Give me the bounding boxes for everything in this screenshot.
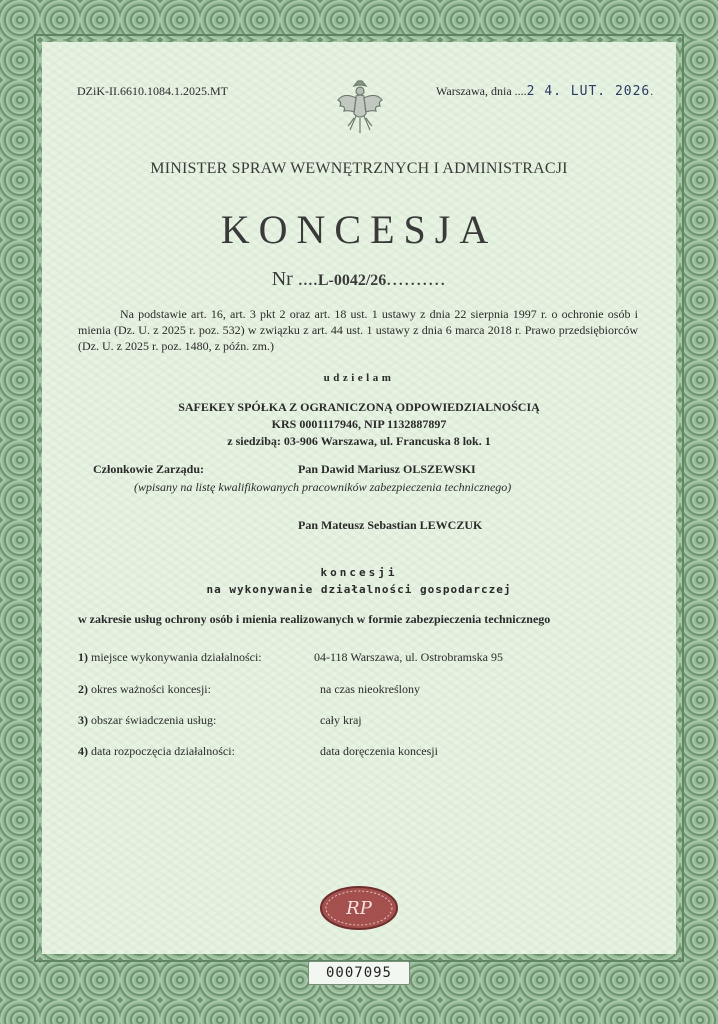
issue-date <box>436 84 653 99</box>
item-3-label: obszar świadczenia usług: <box>91 713 217 727</box>
date-handwritten: 2 4. LUT. 2026 <box>526 84 651 99</box>
item-1-num: 1) <box>78 650 88 664</box>
board-label: Członkowie Zarządu: <box>93 462 204 476</box>
reference-number: DZiK-II.6610.1084.1.2025.MT <box>77 84 228 98</box>
item-4-value: data doręczenia koncesji <box>320 744 438 758</box>
company-registration: KRS 0001117946, NIP 1132887897 <box>271 417 447 431</box>
board-member-1-note: (wpisany na listę kwalifikowanych pracowników zabezpieczenia technicznego) <box>134 480 512 494</box>
company-name: SAFEKEY SPÓŁKA Z OGRANICZONĄ ODPOWIEDZIALNOŚCIĄ <box>178 400 540 414</box>
paper-area <box>42 42 676 954</box>
concession-line-1: koncesji <box>320 566 398 579</box>
item-2-value: na czas nieokreślony <box>320 682 420 696</box>
item-4-label: data rozpoczęcia działalności: <box>91 744 235 758</box>
item-1-value: 04-118 Warszawa, ul. Ostrobramska 95 <box>314 650 503 664</box>
date-suffix: . <box>650 84 654 98</box>
eagle-emblem-icon <box>334 78 386 136</box>
concession-line-2: na wykonywanie działalności gospodarczej <box>206 583 512 596</box>
scope-line: w zakresie usług ochrony osób i mienia realizowanych w formie zabezpieczenia technicznego <box>78 612 551 626</box>
item-1-label: miejsce wykonywania działalności: <box>91 650 262 664</box>
item-2-label: okres ważności koncesji: <box>91 682 211 696</box>
item-2-num: 2) <box>78 682 88 696</box>
ministry-heading: MINISTER SPRAW WEWNĘTRZNYCH I ADMINISTRACJI <box>150 160 568 177</box>
company-block <box>0 399 718 450</box>
concession-number <box>0 268 718 291</box>
document-title: KONCESJA <box>220 207 498 252</box>
serial-number: 0007095 <box>308 961 410 985</box>
item-4 <box>78 744 235 759</box>
legal-basis-paragraph: Na podstawie art. 16, art. 3 pkt 2 oraz art. 18 ust. 1 ustawy z dnia 22 sierpnia 1997 r. o ochronie osób i mienia (Dz. U. z 2025 r. poz. 532) w związku z art. 44 ust. 1 ustawy z dnia 6 marca 2018 r. Prawo przedsiębiorców (Dz. U. z 2025 r. poz. 1480, z późn. zm.) <box>78 307 638 353</box>
item-4-num: 4) <box>78 744 88 758</box>
seal-text: RP <box>346 898 372 919</box>
item-3-value: cały kraj <box>320 713 362 727</box>
grant-word: udzielam <box>323 372 395 384</box>
board-member-2: Pan Mateusz Sebastian LEWCZUK <box>298 518 483 532</box>
item-3 <box>78 713 216 728</box>
date-prefix: Warszawa, dnia .... <box>436 84 527 98</box>
rp-seal-icon <box>318 884 400 932</box>
company-address: z siedzibą: 03-906 Warszawa, ul. Francuska 8 lok. 1 <box>227 434 491 448</box>
number-suffix: .......... <box>386 268 447 290</box>
number-value: L-0042/26 <box>317 272 387 289</box>
concession-heading <box>0 564 718 598</box>
item-1 <box>78 650 262 665</box>
board-member-1: Pan Dawid Mariusz OLSZEWSKI <box>298 462 476 476</box>
number-prefix: Nr .... <box>271 268 318 290</box>
item-3-num: 3) <box>78 713 88 727</box>
item-2 <box>78 682 211 697</box>
